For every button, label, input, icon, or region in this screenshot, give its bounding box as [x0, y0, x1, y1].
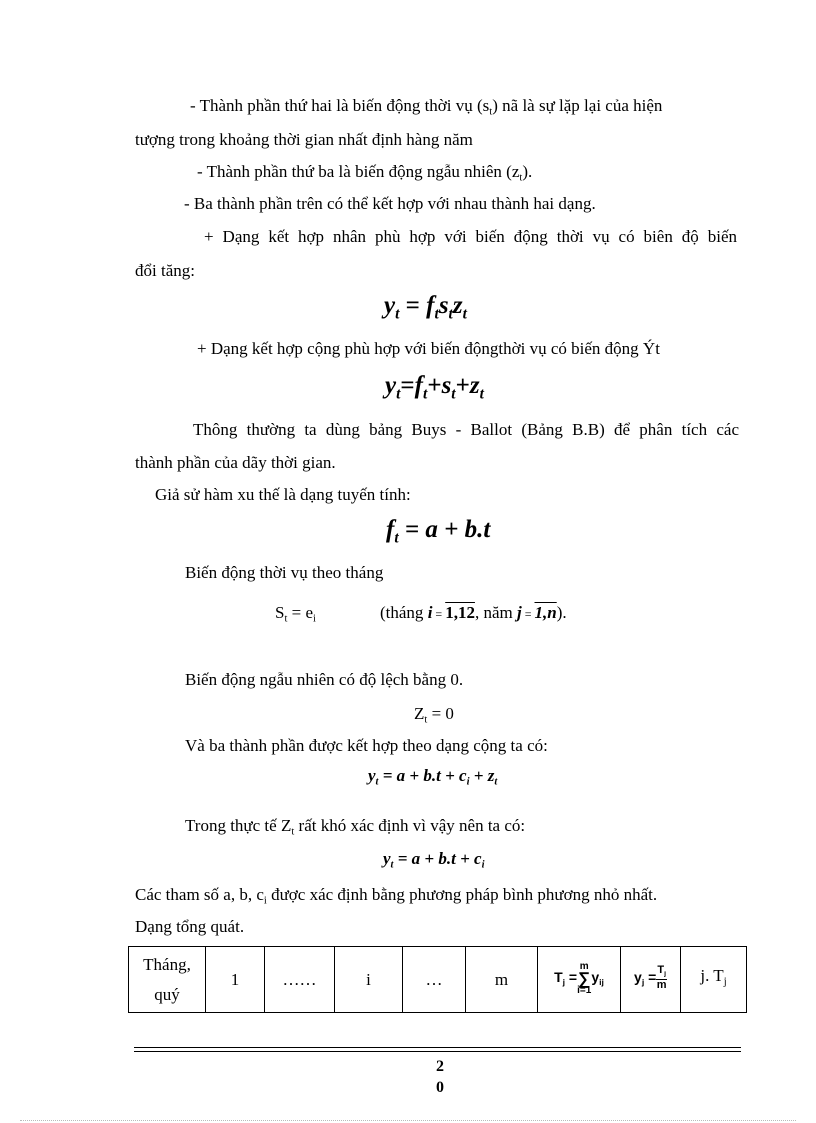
page-number-line-1: 2: [436, 1058, 444, 1075]
para-seasonal-component: - Thành phần thứ hai là biến động thời vụ $(s_t)$ nã là sự lặp lại của hiện: [190, 96, 663, 118]
page-bottom-border: [20, 1120, 796, 1121]
header-month-quarter: Tháng, quý: [129, 947, 206, 1013]
header-total-formula: $T_j =m$ ∑ $i=1y_{ij}$: [538, 947, 621, 1013]
header-mean-formula: $y_j$ = $\frac{T_j}{m}$: [621, 947, 681, 1013]
page-number-line-2: 0: [436, 1079, 444, 1096]
random-zero-formula: $Z_t = 0$: [414, 704, 454, 726]
para-buys-ballot-cont: thành phần của dãy thời gian.: [135, 453, 336, 472]
equation-trend: $f_t = a + b.t$: [386, 516, 491, 547]
para-additive-combination: Và ba thành phần được kết hợp theo dạng cộng ta có:: [185, 736, 548, 755]
para-seasonal-component-cont: tượng trong khoảng thời gian nhất định hàng năm: [135, 130, 473, 149]
header-col-i: i: [335, 947, 403, 1013]
para-least-squares: Các tham số a, b, $c_i$ được xác định bằng phương pháp bình phương nhỏ nhất.: [135, 885, 658, 907]
para-linear-trend: Giả sử hàm xu thế là dạng tuyến tính:: [155, 485, 411, 504]
para-combination: - Ba thành phần trên có thể kết hợp với nhau thành hai dạng.: [184, 194, 596, 213]
footer-rule-bottom: [134, 1051, 741, 1052]
header-j-times-t: j. $T_j$: [681, 947, 747, 1013]
para-practical: Trong thực tế $Z_t$ rất khó xác định vì vậy nên ta có:: [185, 816, 526, 838]
para-buys-ballot: Thông thường ta dùng bảng Buys - Ballot (Bảng B.B) để phân tích các: [193, 420, 739, 439]
footer-rule-top: [134, 1047, 741, 1048]
equation-additive: $y_t=f_t+s_t+z_t$: [385, 372, 484, 403]
para-seasonal-monthly: Biến động thời vụ theo tháng: [185, 563, 384, 582]
para-multiplicative: + Dạng kết hợp nhân phù hợp với biến động thời vụ có biên độ biến: [204, 227, 737, 246]
seasonal-definition: $S_t = e_i$: [275, 603, 316, 625]
table-row: [129, 947, 747, 1013]
header-col-1: 1: [206, 947, 265, 1013]
para-multiplicative-cont: đổi tăng:: [135, 261, 195, 280]
para-random-component: - Thành phần thứ ba là biến động ngẫu nhiên $(z_t)$.: [197, 162, 533, 184]
buys-ballot-table: [128, 946, 747, 1013]
seasonal-index-range: (tháng i = 1,12, năm j = 1,n).: [380, 603, 567, 622]
header-col-m: m: [466, 947, 538, 1013]
header-col-ellipsis: …: [403, 947, 466, 1013]
fraction: $\frac{T_j}{m}$: [656, 964, 667, 992]
para-random-zero: Biến động ngẫu nhiên có độ lệch bằng 0.: [185, 670, 464, 689]
header-col-dots: ……: [265, 947, 335, 1013]
equation-practical: $y_t = a + b.t + c_i$: [383, 849, 485, 871]
equation-full-additive: $y_t = a + b.t + c_i + z_t$: [368, 766, 498, 788]
sum-symbol: m ∑ i=1: [577, 960, 592, 996]
para-additive: + Dạng kết hợp cộng phù hợp với biến độngthời vụ có biến động Ýt: [197, 339, 660, 358]
equation-multiplicative: $y_t = f_ts_tz_t$: [384, 292, 467, 323]
para-general-form: Dạng tổng quát.: [135, 917, 245, 936]
